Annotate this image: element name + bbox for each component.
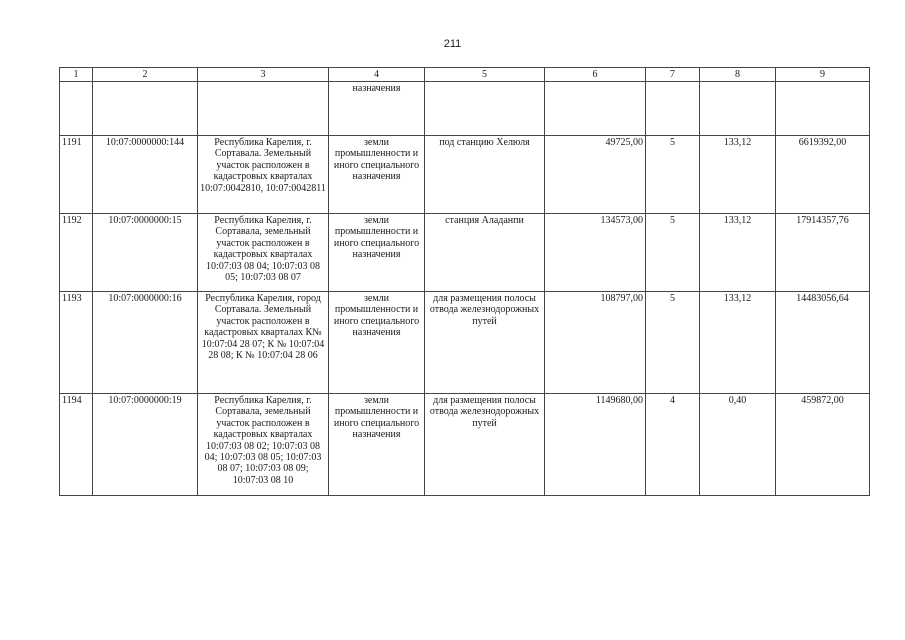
table-row bbox=[60, 136, 870, 214]
permitted-use: под станцию Хелюля bbox=[425, 136, 545, 214]
table-row bbox=[60, 292, 870, 394]
area: 49725,00 bbox=[545, 136, 646, 214]
land-category: земли промышленности и иного специального назначения bbox=[329, 214, 425, 292]
cadastral-number: 10:07:0000000:15 bbox=[93, 214, 198, 292]
cadastral-value: 6619392,00 bbox=[776, 136, 870, 214]
table-header bbox=[60, 68, 870, 82]
table-cell bbox=[776, 82, 870, 136]
location: Республика Карелия, г. Сортавала, земельный участок расположен в кадастровых кварталах 10:07:03 08 02; 10:07:03 08 04; 10:07:03 08 05; 10:07:03 08 07; 10:07:03 08 09; 10:07:03 08 10 bbox=[198, 394, 329, 496]
header-col-9: 9 bbox=[776, 68, 870, 82]
rate: 133,12 bbox=[700, 136, 776, 214]
header-col-6: 6 bbox=[545, 68, 646, 82]
continuation-row bbox=[60, 82, 870, 136]
table-cell bbox=[425, 82, 545, 136]
location: Республика Карелия, г. Сортавала, земельный участок расположен в кадастровых кварталах 10:07:03 08 04; 10:07:03 08 05; 10:07:03 08 07 bbox=[198, 214, 329, 292]
table-cell bbox=[60, 82, 93, 136]
table-body bbox=[60, 82, 870, 496]
rate: 133,12 bbox=[700, 292, 776, 394]
header-col-5: 5 bbox=[425, 68, 545, 82]
table-cell bbox=[545, 82, 646, 136]
header-col-3: 3 bbox=[198, 68, 329, 82]
permitted-use: для размещения полосы отвода железнодорожных путей bbox=[425, 394, 545, 496]
table-row bbox=[60, 214, 870, 292]
header-col-7: 7 bbox=[646, 68, 700, 82]
rate: 0,40 bbox=[700, 394, 776, 496]
header-col-1: 1 bbox=[60, 68, 93, 82]
location: Республика Карелия, город Сортавала. Земельный участок расположен в кадастровых кварталах К№ 10:07:04 28 07; К № 10:07:04 28 08; К № 10:07:04 28 06 bbox=[198, 292, 329, 394]
area: 134573,00 bbox=[545, 214, 646, 292]
group: 4 bbox=[646, 394, 700, 496]
header-col-8: 8 bbox=[700, 68, 776, 82]
page-number: 211 bbox=[443, 38, 462, 50]
area: 108797,00 bbox=[545, 292, 646, 394]
group: 5 bbox=[646, 136, 700, 214]
table-cell bbox=[93, 82, 198, 136]
permitted-use: станция Аладанпи bbox=[425, 214, 545, 292]
header-col-4: 4 bbox=[329, 68, 425, 82]
row-number: 1194 bbox=[60, 394, 93, 496]
row-number: 1192 bbox=[60, 214, 93, 292]
cadastral-number: 10:07:0000000:19 bbox=[93, 394, 198, 496]
land-category: земли промышленности и иного специального назначения bbox=[329, 394, 425, 496]
group: 5 bbox=[646, 214, 700, 292]
area: 1149680,00 bbox=[545, 394, 646, 496]
cadastral-number: 10:07:0000000:16 bbox=[93, 292, 198, 394]
location: Республика Карелия, г. Сортавала. Земельный участок расположен в кадастровых кварталах 10:07:0042810, 10:07:0042811 bbox=[198, 136, 329, 214]
land-category: земли промышленности и иного специального назначения bbox=[329, 292, 425, 394]
row-number: 1191 bbox=[60, 136, 93, 214]
cadastral-value: 14483056,64 bbox=[776, 292, 870, 394]
land-category: земли промышленности и иного специального назначения bbox=[329, 136, 425, 214]
table-cell: назначения bbox=[329, 82, 425, 136]
permitted-use: для размещения полосы отвода железнодорожных путей bbox=[425, 292, 545, 394]
land-registry-table bbox=[59, 67, 870, 496]
row-number: 1193 bbox=[60, 292, 93, 394]
header-col-2: 2 bbox=[93, 68, 198, 82]
table-cell bbox=[700, 82, 776, 136]
header-row bbox=[60, 68, 870, 82]
table-cell bbox=[198, 82, 329, 136]
cadastral-value: 459872,00 bbox=[776, 394, 870, 496]
cadastral-number: 10:07:0000000:144 bbox=[93, 136, 198, 214]
table-cell bbox=[646, 82, 700, 136]
cadastral-value: 17914357,76 bbox=[776, 214, 870, 292]
table-row bbox=[60, 394, 870, 496]
rate: 133,12 bbox=[700, 214, 776, 292]
group: 5 bbox=[646, 292, 700, 394]
